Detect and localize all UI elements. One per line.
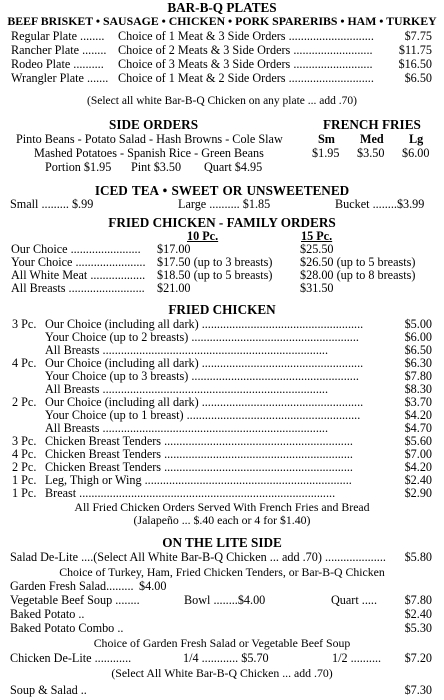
family-price-15: $31.50 — [300, 281, 334, 295]
soup-quart-price: $7.80 — [404, 593, 432, 607]
tea-bucket: Bucket ........$3.99 — [335, 197, 425, 211]
side-quart-price: Quart $4.95 — [204, 160, 263, 174]
fried-price: $8.30 — [404, 382, 432, 396]
baked-potato-combo-price: $5.30 — [404, 621, 432, 635]
plate-name: Rancher Plate ........ — [11, 43, 107, 57]
salad-delite-choice: Choice of Turkey, Ham, Fried Chicken Tenders, or Bar-B-Q Chicken — [59, 565, 385, 579]
fries-size-lg: Lg — [409, 132, 424, 146]
fried-price: $5.60 — [404, 434, 432, 448]
fried-qty: 4 Pc. — [12, 447, 37, 461]
lite-side-title: ON THE LITE SIDE — [162, 535, 282, 550]
bbq-note: (Select all white Bar-B-Q Chicken on any plate ... add .70) — [87, 95, 357, 107]
fried-item: All Breasts .......................................................................... — [45, 382, 329, 396]
iced-tea-title: ICED TEA • SWEET OR UNSWEETENED — [94, 183, 350, 198]
fried-item: Our Choice (including all dark) ..................................................... — [45, 395, 364, 409]
plate-price: $6.50 — [404, 71, 432, 85]
soup-and-salad-price: $7.30 — [404, 683, 432, 697]
fries-price-lg: $6.00 — [402, 146, 430, 160]
fried-price: $7.80 — [404, 369, 432, 383]
fried-price: $7.00 — [404, 447, 432, 461]
fried-price: $4.20 — [404, 408, 432, 422]
fried-item: Chicken Breast Tenders .............................................................. — [45, 460, 353, 474]
family-col-15pc: 15 Pc. — [301, 229, 333, 243]
fried-qty: 4 Pc. — [12, 356, 37, 370]
fried-qty: 2 Pc. — [12, 460, 37, 474]
fried-item: Chicken Breast Tenders .............................................................. — [45, 434, 353, 448]
chicken-delite: Chicken De-Lite ............ — [10, 651, 132, 665]
fried-note-jalapeno: (Jalapeño ... $.40 each or 4 for $1.40) — [133, 513, 311, 527]
fries-price-med: $3.50 — [357, 146, 385, 160]
family-item: All White Meat .................. — [11, 268, 146, 282]
fried-chicken-title: FRIED CHICKEN — [168, 302, 276, 317]
soup-bowl-price: Bowl ........$4.00 — [184, 593, 266, 607]
side-orders-line1: Pinto Beans - Potato Salad - Hash Browns - Cole Slaw — [16, 132, 283, 146]
plate-name: Regular Plate ........ — [11, 29, 105, 43]
chicken-delite-half: 1/2 .......... — [332, 651, 382, 665]
soup-quart-label: Quart ..... — [331, 593, 378, 607]
fried-item: All Breasts .......................................................................... — [45, 343, 329, 357]
fried-qty: 2 Pc. — [12, 395, 37, 409]
bbq-title: BAR-B-Q PLATES — [167, 0, 277, 15]
fries-size-sm: Sm — [318, 132, 335, 146]
fried-item: Your Choice (up to 3 breasts) ....................................................... — [45, 369, 359, 383]
plate-desc: Choice of 3 Meats & 3 Side Orders .......................... — [118, 57, 373, 71]
fried-qty: 1 Pc. — [12, 473, 37, 487]
fries-size-med: Med — [360, 132, 384, 146]
fries-title: FRENCH FRIES — [323, 117, 421, 132]
family-item: All Breasts ......................... — [11, 281, 145, 295]
salad-delite-price: $5.80 — [404, 550, 432, 564]
plate-price: $11.75 — [398, 43, 432, 57]
family-price-15: $25.50 — [300, 242, 334, 256]
fried-price: $6.50 — [404, 343, 432, 357]
baked-potato-combo: Baked Potato Combo .. — [10, 622, 124, 635]
fried-price: $3.70 — [404, 395, 432, 409]
fried-qty: 3 Pc. — [12, 317, 37, 331]
family-title: FRIED CHICKEN - FAMILY ORDERS — [108, 215, 336, 230]
side-pint-price: Pint $3.50 — [131, 160, 182, 174]
fried-item: Our Choice (including all dark) ..................................................... — [45, 356, 364, 370]
fried-item: All Breasts .......................................................................... — [45, 421, 329, 435]
side-portion-price: Portion $1.95 — [45, 160, 112, 174]
fried-qty: 1 Pc. — [12, 486, 37, 500]
fried-price: $6.30 — [404, 356, 432, 370]
fried-item: Leg, Thigh or Wing .................................................................... — [45, 473, 352, 487]
plate-desc: Choice of 1 Meat & 3 Side Orders ............................ — [118, 29, 374, 43]
fries-price-sm: $1.95 — [312, 146, 340, 160]
fried-qty: 3 Pc. — [12, 434, 37, 448]
plate-price: $7.75 — [404, 29, 432, 43]
plate-desc: Choice of 2 Meats & 3 Side Orders .......................... — [118, 43, 373, 57]
fried-price: $4.70 — [404, 421, 432, 435]
plate-name: Wrangler Plate ....... — [11, 71, 109, 85]
family-price-15: $26.50 (up to 5 breasts) — [300, 255, 416, 269]
fried-price: $2.90 — [404, 486, 432, 500]
soup-and-salad: Soup & Salad .. — [10, 684, 87, 697]
side-orders-title: SIDE ORDERS — [109, 117, 199, 132]
plate-name: Rodeo Plate .......... — [11, 57, 104, 71]
family-price-10: $21.00 — [157, 281, 191, 295]
fried-item: Your Choice (up to 1 breast) ......................................................... — [45, 408, 361, 422]
garden-salad-price: $4.00 — [139, 579, 167, 593]
fried-price: $2.40 — [404, 473, 432, 487]
tea-small: Small ......... $.99 — [10, 197, 94, 211]
chicken-delite-quarter: 1/4 ............ $5.70 — [183, 651, 269, 665]
family-price-10: $18.50 (up to 5 breasts) — [157, 268, 273, 282]
fried-price: $5.00 — [404, 317, 432, 331]
garden-salad: Garden Fresh Salad......... — [10, 579, 134, 593]
baked-potato-price: $2.40 — [404, 607, 432, 621]
tea-large: Large .......... $1.85 — [178, 197, 271, 211]
plate-desc: Choice of 1 Meat & 2 Side Orders ............................ — [118, 71, 374, 85]
fried-item: Chicken Breast Tenders .............................................................. — [45, 447, 353, 461]
fried-item: Our Choice (including all dark) ..................................................... — [45, 317, 364, 331]
vegetable-beef-soup: Vegetable Beef Soup ........ — [10, 593, 140, 607]
family-price-10: $17.50 (up to 3 breasts) — [157, 255, 273, 269]
chicken-delite-note: (Select All White Bar-B-Q Chicken ... add .70) — [111, 666, 333, 680]
side-orders-line2: Mashed Potatoes - Spanish Rice - Green Beans — [34, 146, 264, 160]
family-price-10: $17.00 — [157, 242, 191, 256]
combo-choice: Choice of Garden Fresh Salad or Vegetable Beef Soup — [93, 636, 351, 650]
family-item: Your Choice ....................... — [11, 255, 146, 269]
fried-item: Breast .................................................................................... — [45, 486, 336, 500]
plate-price: $16.50 — [398, 57, 432, 71]
bbq-meats-line: BEEF BRISKET • SAUSAGE • CHICKEN • PORK SPARERIBS • HAM • TURKEY — [7, 14, 437, 28]
family-item: Our Choice ....................... — [11, 242, 141, 256]
fried-note-fries: All Fried Chicken Orders Served With French Fries and Bread — [74, 500, 370, 514]
fried-item: Your Choice (up to 2 breasts) ....................................................... — [45, 330, 359, 344]
baked-potato: Baked Potato .. — [10, 608, 85, 621]
family-price-15: $28.00 (up to 8 breasts) — [300, 268, 416, 282]
salad-delite: Salad De-Lite ....(Select All White Bar-B-Q Chicken ... add .70) .................... — [10, 550, 386, 564]
family-col-10pc: 10 Pc. — [187, 229, 219, 243]
fried-price: $4.20 — [404, 460, 432, 474]
fried-price: $6.00 — [404, 330, 432, 344]
chicken-delite-price: $7.20 — [404, 651, 432, 665]
